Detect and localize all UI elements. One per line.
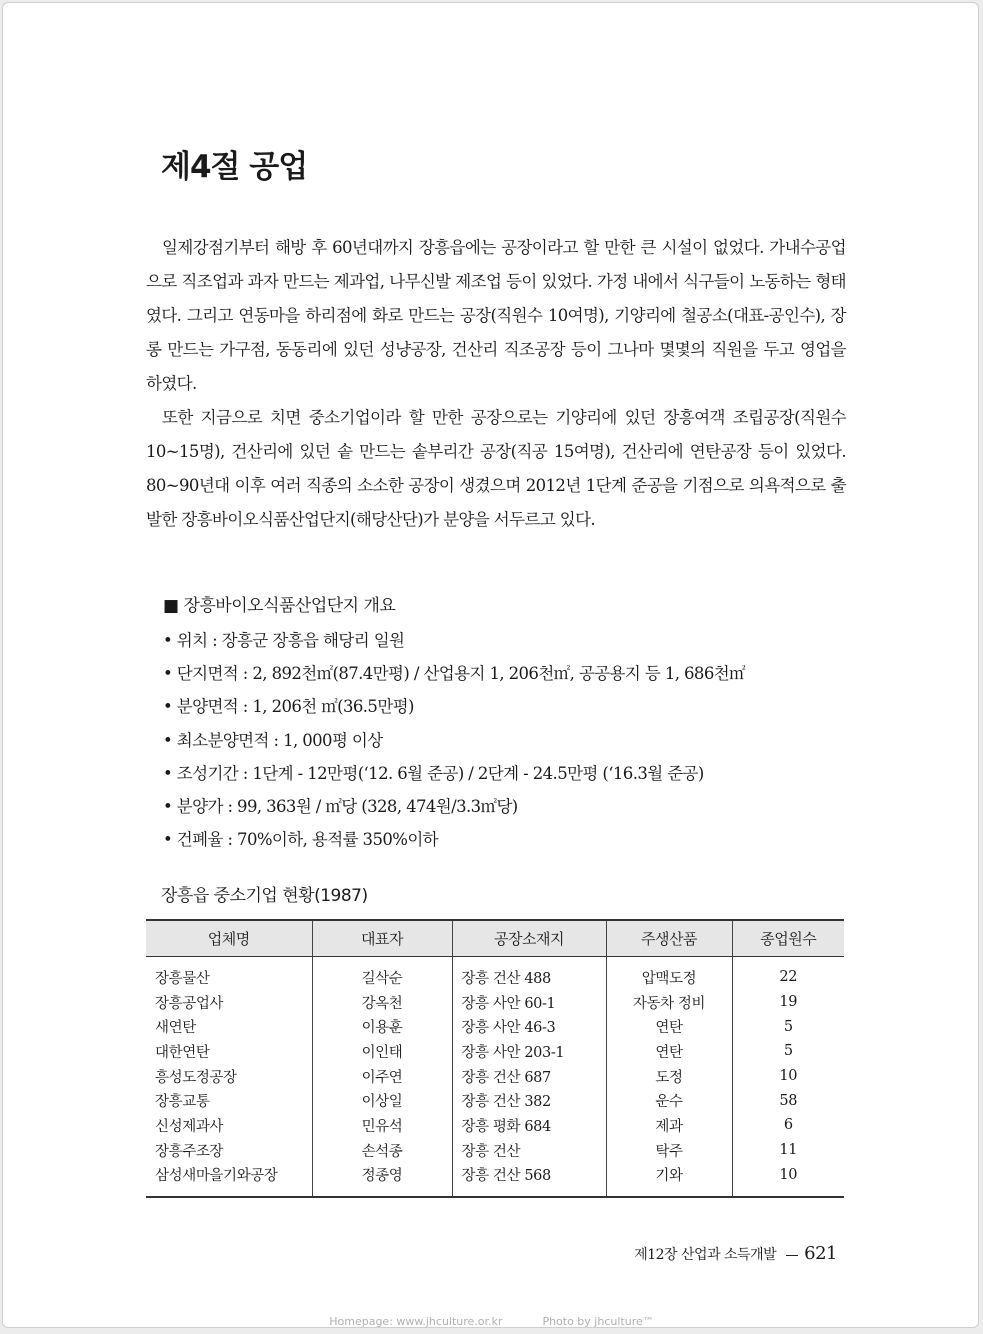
overview-item-total-area: • 단지면적 : 2, 892천㎡(87.4만평) / 산업용지 1, 206천㎡, 공공용지 등 1, 686천㎡ [163, 657, 843, 690]
cell-employees: 22 [732, 957, 844, 990]
cell-representative: 민유석 [312, 1113, 452, 1138]
table-row [146, 1138, 844, 1163]
cell-company: 삼성새마을기와공장 [146, 1163, 312, 1198]
overview-item-price: • 분양가 : 99, 363원 / ㎡당 (328, 474원/3.3㎡당) [163, 790, 843, 823]
table-row [146, 1064, 844, 1089]
table-row [146, 1039, 844, 1064]
cell-employees: 5 [732, 1039, 844, 1064]
overview-heading: ■ 장흥바이오식품산업단지 개요 [163, 596, 396, 616]
footer-chapter: 제12장 산업과 소득개발 [634, 1247, 777, 1263]
cell-employees: 10 [732, 1064, 844, 1089]
paragraph: 또한 지금으로 치면 중소기업이라 할 만한 공장으로는 기양리에 있던 장흥여객 조립공장(직원수 10~15명), 건산리에 있던 솥 만드는 솥부리간 공장(직공 15여명), 건산리에 연탄공장 등이 있었다. 80~90년대 이후 여러 직종의 소소한 공장이 생겼으며 2012년 1단계 준공을 기점으로 의욕적으로 출발한 장흥바이오식품산업단지(해당산단)가 분양을 서두르고 있다. [146, 408, 846, 529]
table-row [146, 1113, 844, 1138]
credit-watermark [0, 1315, 983, 1328]
table-row [146, 957, 844, 990]
cell-employees: 58 [732, 1088, 844, 1113]
cell-location: 장흥 사안 46-3 [452, 1014, 606, 1039]
footer-separator [786, 1255, 798, 1256]
cell-product: 연탄 [606, 1014, 732, 1039]
cell-company: 대한연탄 [146, 1039, 312, 1064]
header-representative: 대표자 [312, 920, 452, 957]
overview-list [163, 624, 843, 856]
paragraph: 일제강점기부터 해방 후 60년대까지 장흥읍에는 공장이라고 할 만한 큰 시설이 없었다. 가내수공업으로 직조업과 과자 만드는 제과업, 나무신발 제조업 등이 있었다. 가정 내에서 식구들이 노동하는 형태였다. 그리고 연동마을 하리점에 화로 만드는 공장(직원수 10여명), 기양리에 철공소(대표-공인수), 장롱 만드는 가구점, 동동리에 있던 성냥공장, 건산리 직조공장 등이 그나마 몇몇의 직원을 두고 영업을 하였다. [146, 238, 846, 393]
cell-location: 장흥 건산 [452, 1138, 606, 1163]
cell-company: 흥성도정공장 [146, 1064, 312, 1089]
cell-company: 장흥교통 [146, 1088, 312, 1113]
table-row [146, 1014, 844, 1039]
cell-representative: 이용훈 [312, 1014, 452, 1039]
cell-location: 장흥 건산 488 [452, 957, 606, 990]
table-row [146, 1088, 844, 1113]
cell-product: 제과 [606, 1113, 732, 1138]
homepage-credit: Homepage: www.jhculture.or.kr [329, 1315, 503, 1328]
cell-representative: 이인태 [312, 1039, 452, 1064]
cell-employees: 6 [732, 1113, 844, 1138]
cell-company: 장흥물산 [146, 957, 312, 990]
page-footer [634, 1243, 837, 1264]
table-row [146, 990, 844, 1015]
page-number: 621 [804, 1243, 837, 1264]
cell-product: 도정 [606, 1064, 732, 1089]
cell-location: 장흥 건산 687 [452, 1064, 606, 1089]
body-text [146, 231, 846, 537]
header-employees: 종업원수 [732, 920, 844, 957]
cell-product: 압맥도정 [606, 957, 732, 990]
cell-company: 장흥주조장 [146, 1138, 312, 1163]
cell-representative: 손석종 [312, 1138, 452, 1163]
cell-product: 운수 [606, 1088, 732, 1113]
photo-credit: Photo by jhculture™ [542, 1315, 654, 1328]
cell-employees: 11 [732, 1138, 844, 1163]
cell-employees: 5 [732, 1014, 844, 1039]
cell-representative: 정종영 [312, 1163, 452, 1198]
cell-company: 신성제과사 [146, 1113, 312, 1138]
complex-overview [163, 591, 843, 856]
cell-company: 장흥공업사 [146, 990, 312, 1015]
cell-product: 탁주 [606, 1138, 732, 1163]
table-row [146, 1163, 844, 1198]
header-product: 주생산품 [606, 920, 732, 957]
cell-representative: 길삭순 [312, 957, 452, 990]
cell-employees: 19 [732, 990, 844, 1015]
cell-product: 연탄 [606, 1039, 732, 1064]
document-page [2, 2, 979, 1328]
header-company: 업체명 [146, 920, 312, 957]
cell-product: 기와 [606, 1163, 732, 1198]
table-title: 장흥읍 중소기업 현황(1987) [161, 886, 368, 906]
cell-representative: 이주연 [312, 1064, 452, 1089]
section-title: 제4절 공업 [161, 149, 308, 185]
company-table [146, 919, 844, 1198]
cell-representative: 이상일 [312, 1088, 452, 1113]
cell-company: 새연탄 [146, 1014, 312, 1039]
cell-employees: 10 [732, 1163, 844, 1198]
cell-location: 장흥 평화 684 [452, 1113, 606, 1138]
company-table-wrap [146, 919, 844, 1198]
cell-location: 장흥 사안 203-1 [452, 1039, 606, 1064]
cell-location: 장흥 건산 568 [452, 1163, 606, 1198]
overview-item-location: • 위치 : 장흥군 장흥읍 해당리 일원 [163, 624, 843, 657]
overview-item-ratio: • 건폐율 : 70%이하, 용적률 350%이하 [163, 823, 843, 856]
cell-location: 장흥 건산 382 [452, 1088, 606, 1113]
overview-item-sale-area: • 분양면적 : 1, 206천 ㎡(36.5만평) [163, 690, 843, 723]
cell-location: 장흥 사안 60-1 [452, 990, 606, 1015]
overview-item-period: • 조성기간 : 1단계 - 12만평(‘12. 6월 준공) / 2단계 - 24.5만평 (‘16.3월 준공) [163, 757, 843, 790]
table-header-row [146, 920, 844, 957]
header-location: 공장소재지 [452, 920, 606, 957]
overview-item-min-area: • 최소분양면적 : 1, 000평 이상 [163, 724, 843, 757]
cell-product: 자동차 정비 [606, 990, 732, 1015]
cell-representative: 강옥천 [312, 990, 452, 1015]
